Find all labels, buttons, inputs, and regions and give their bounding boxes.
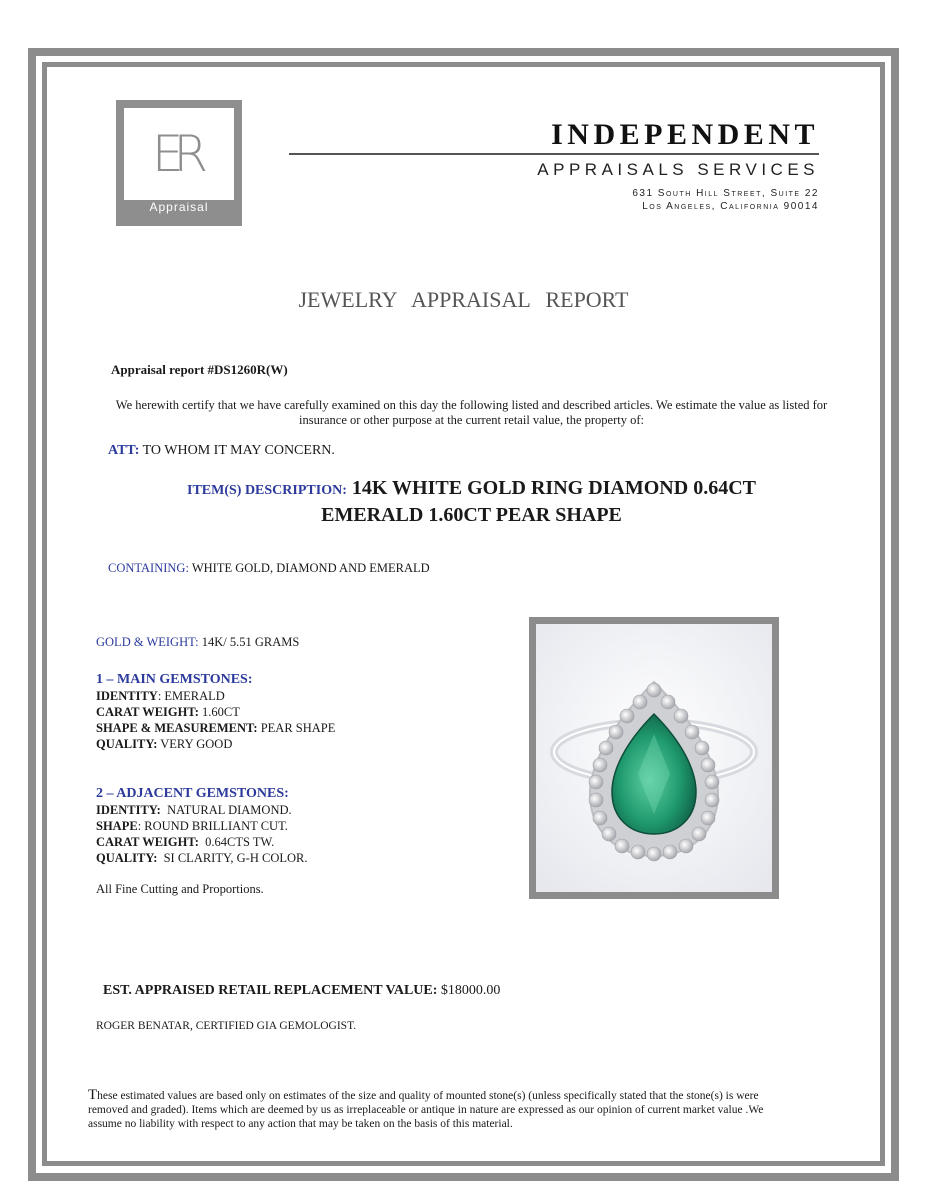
adjacent-quality: QUALITY: SI CLARITY, G-H COLOR.	[96, 851, 308, 865]
main-gemstones-section	[96, 672, 335, 752]
company-logo	[116, 100, 242, 226]
company-subtitle: APPRAISALS SERVICES	[537, 160, 819, 179]
report-number: Appraisal report #DS1260R(W)	[111, 362, 288, 377]
estimated-value-label: EST. APPRAISED RETAIL REPLACEMENT VALUE:	[103, 983, 438, 998]
report-title: JEWELRY APPRAISAL REPORT	[298, 287, 629, 312]
gold-weight-line	[96, 635, 299, 650]
logo-caption: Appraisal	[149, 200, 209, 214]
att-value: TO WHOM IT MAY CONCERN.	[142, 443, 335, 458]
adjacent-shape: SHAPE: ROUND BRILLIANT CUT.	[96, 819, 288, 833]
gold-weight-label: GOLD & WEIGHT:	[96, 635, 199, 649]
address-line-2: Los Angeles, California 90014	[642, 201, 819, 212]
item-description-line-1: 14K WHITE GOLD RING DIAMOND 0.64CT	[351, 477, 756, 499]
ring-photo-frame	[529, 617, 779, 899]
item-description	[100, 476, 843, 528]
adjacent-carat: CARAT WEIGHT: 0.64CTS TW.	[96, 835, 275, 849]
containing-value: WHITE GOLD, DIAMOND AND EMERALD	[191, 561, 430, 575]
item-description-line-2: EMERALD 1.60CT PEAR SHAPE	[321, 504, 622, 526]
main-quality: QUALITY: VERY GOOD	[96, 737, 233, 751]
company-name: INDEPENDENT	[551, 118, 819, 151]
fine-cutting-note: All Fine Cutting and Proportions.	[96, 882, 264, 896]
gold-weight-value: 14K/ 5.51 GRAMS	[201, 635, 300, 649]
disclaimer-text: hese estimated values are based only on estimates of the size and quality of mounted stone(s) (unless specifically stated that the stone(s) is were removed and graded). Items which are deemed by us as irreplaceable or antique in nature are expressed as our opinion of current market value .We assume no liability with respect to any action that may be taken on the basis of this material.	[88, 1090, 764, 1130]
estimated-value: $18000.00	[437, 983, 501, 998]
adjacent-gemstones-section	[96, 786, 307, 866]
containing-label: CONTAINING:	[108, 561, 189, 575]
ring-photo	[536, 624, 772, 892]
logo-mark-box	[124, 108, 234, 200]
estimated-value-line	[103, 983, 500, 999]
inner-border	[42, 62, 885, 1166]
containing-line	[108, 561, 430, 576]
main-identity: IDENTITY: EMERALD	[96, 689, 225, 703]
att-label: ATT:	[108, 443, 140, 458]
item-description-label: ITEM(S) DESCRIPTION:	[187, 483, 347, 498]
main-carat: CARAT WEIGHT: 1.60CT	[96, 705, 240, 719]
certification-text: We herewith certify that we have carefully examined on this day the following listed and described articles. We estimate the value as listed for insurance or other purpose at the current retail value, the property of:	[115, 398, 828, 427]
main-shape: SHAPE & MEASUREMENT: PEAR SHAPE	[96, 721, 336, 735]
disclaimer-initial: T	[88, 1087, 98, 1103]
company-rule	[289, 153, 819, 155]
adjacent-identity: IDENTITY: NATURAL DIAMOND.	[96, 803, 292, 817]
company-address	[632, 187, 819, 213]
disclaimer	[88, 1088, 788, 1131]
adjacent-gemstones-heading: 2 – ADJACENT GEMSTONES:	[96, 786, 289, 801]
main-gemstones-heading: 1 – MAIN GEMSTONES:	[96, 672, 253, 687]
att-line	[108, 443, 335, 459]
address-line-1: 631 South Hill Street, Suite 22	[632, 188, 819, 199]
logo-mark: ER	[151, 125, 199, 183]
gemologist-signature: ROGER BENATAR, CERTIFIED GIA GEMOLOGIST.	[96, 1020, 357, 1032]
